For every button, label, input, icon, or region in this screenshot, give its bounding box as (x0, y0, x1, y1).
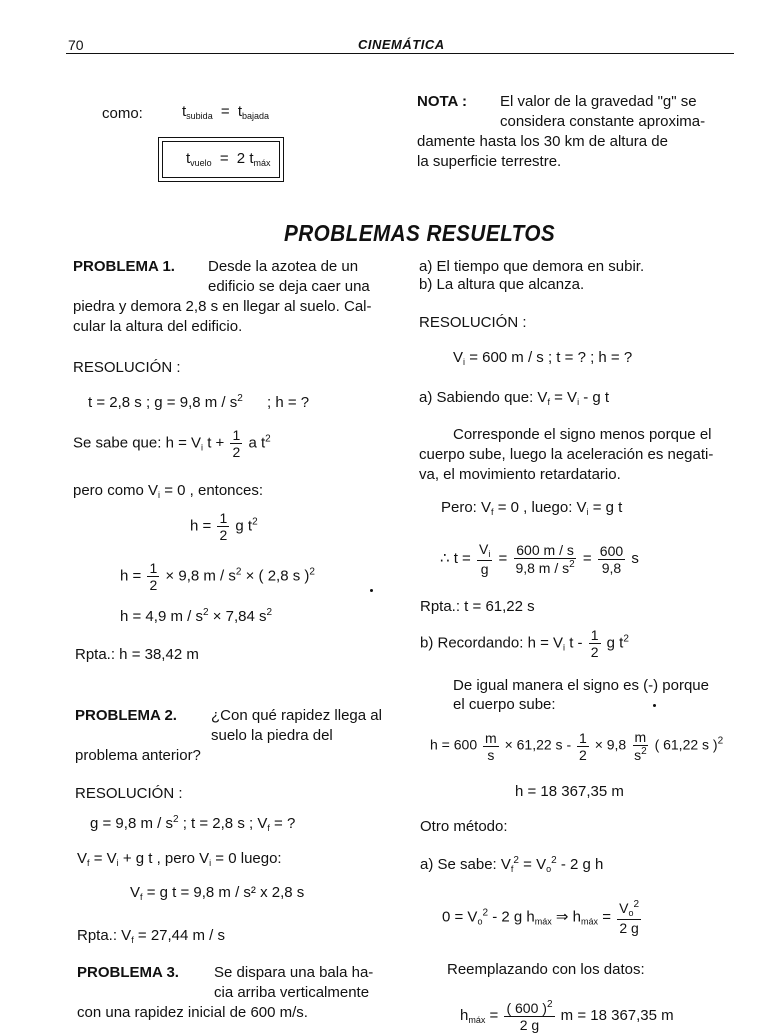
problem-1-data: t = 2,8 s ; g = 9,8 m / $s^2$ ; h = ? (88, 393, 310, 411)
problem-1-substitution: h = $\frac{1}{2}$ × 9,8 m / $s^2$ × ( 2,8 s )$^2$ (120, 560, 315, 593)
problem-1-condition: pero como $V_i = 0$ , entonces: (73, 482, 264, 500)
chapter-title: CINEMÁTICA (358, 37, 445, 52)
alt-method-hmax: $0 = V_o^2 - 2$ g $h_{máx}$ ⇒ $h_{máx}$ = $\frac{V_o^2}{2 g}$ (442, 899, 640, 936)
t-subida-equation: $t_{subida} = t_{bajada}$ (182, 103, 270, 121)
problem-1-line-1: Desde la azotea de un (208, 258, 359, 275)
reemplazando-label: Reemplazando con los datos: (447, 961, 645, 978)
nota-line-3: damente hasta los 30 km de altura de (417, 133, 668, 150)
part-a-condition: Pero: $V_f = 0$ , luego: $V_i = g$ t (441, 499, 623, 517)
nota-line-4: la superficie terrestre. (417, 153, 562, 170)
part-a-formula: a) Sabiendo que: $V_f = V_i - g$ t (419, 389, 610, 407)
part-a-answer: Rpta.: t = 61,22 s (420, 598, 535, 615)
problem-2-formula: $V_f = V_i + g$ t , pero $V_i = 0$ luego: (77, 850, 282, 868)
problem-3-line-2: cia arriba verticalmente (214, 984, 370, 1001)
problem-2-line-3: problema anterior? (75, 747, 201, 764)
t-vuelo-equation: $t_{vuelo} = 2$ $t_{máx}$ (186, 150, 271, 168)
question-b: b) La altura que alcanza. (419, 276, 585, 293)
explanation-line-2: cuerpo sube, luego la aceleración es negati- (419, 446, 714, 463)
problem-2-line-1: ¿Con qué rapidez llega al (211, 707, 382, 724)
header-rule (66, 53, 734, 54)
stray-dot-right (653, 704, 656, 707)
problem-1-label: PROBLEMA 1. (73, 258, 175, 275)
explanation-line-4: De igual manera el signo es (-) porque (453, 677, 709, 694)
problem-1-answer: Rpta.: h = 38,42 m (75, 646, 199, 663)
problem-2-answer: Rpta.: $V_f = 27,44$ m / s (77, 927, 226, 945)
nota-label: NOTA : (417, 93, 467, 110)
problem-3-label: PROBLEMA 3. (77, 964, 179, 981)
page-number: 70 (68, 37, 84, 53)
problem-1-h-formula: h = $\frac{1}{2}$ g $t^2$ (190, 510, 258, 543)
problem-1-formula: Se sabe que: $h = V_i$ t + $\frac{1}{2}$ a $t^2$ (73, 427, 271, 460)
resolucion-3-label: RESOLUCIÓN : (419, 314, 527, 331)
problem-1-result-line: h = 4,9 $m / s^2 \times 7,84$ $s^2$ (120, 607, 273, 625)
nota-line-1: El valor de la gravedad "g" se (500, 93, 697, 110)
resolucion-2-label: RESOLUCIÓN : (75, 785, 183, 802)
como-label: como: (102, 105, 143, 122)
explanation-line-1: Corresponde el signo menos porque el (453, 426, 712, 443)
alt-method-formula: a) Se sabe: $V_f^2 = V_o^2 - 2$ g h (420, 855, 604, 874)
problem-1-line-2: edificio se deja caer una (208, 278, 370, 295)
resolucion-1-label: RESOLUCIÓN : (73, 359, 181, 376)
part-b-result: h = 18 367,35 m (515, 783, 624, 800)
section-title: PROBLEMAS RESUELTOS (284, 220, 556, 246)
explanation-line-5: el cuerpo sube: (453, 696, 556, 713)
explanation-line-3: va, el movimiento retardatario. (419, 466, 621, 483)
problem-1-line-4: cular la altura del edificio. (73, 318, 243, 335)
part-a-calculation: ∴ t = $\frac{V_i}{g}$ = $\frac{600 m / s}{9,8 m / s^2}$ = $\frac{600}{9,8}$ s (440, 541, 639, 577)
problem-2-line-2: suelo la piedra del (211, 727, 333, 744)
problem-3-line-3: con una rapidez inicial de 600 m/s. (77, 1004, 308, 1021)
part-b-formula: b) Recordando: $h = V_i$ t - $\frac{1}{2}$ g $t^2$ (420, 627, 629, 660)
problem-3-data: $V_i = 600$ m / s ; t = ? ; h = ? (453, 349, 633, 367)
problem-2-label: PROBLEMA 2. (75, 707, 177, 724)
alt-method-final: $h_{máx}$ = $\frac{( 600 )^2}{2 g}$ m = 18 367,35 m (460, 999, 674, 1033)
problem-2-calculation: $V_f = g$ t = 9,8 m / s² x 2,8 s (130, 884, 305, 902)
nota-line-2: considera constante aproxima- (500, 113, 706, 130)
problem-2-data: g = 9,8 m / $s^2$ ; t = 2,8 s ; $V_f$ = ? (90, 814, 296, 833)
part-b-substitution: h = 600 $\frac{m}{s}$ × 61,22 s - $\frac{1}{2}$ × 9,8 $\frac{m}{s^2}$ ( 61,22 s )$^2$ (430, 729, 724, 763)
stray-dot (370, 589, 373, 592)
otro-metodo-label: Otro método: (420, 818, 508, 835)
problem-3-line-1: Se dispara una bala ha- (214, 964, 374, 981)
problem-1-line-3: piedra y demora 2,8 s en llegar al suelo. Cal- (73, 298, 372, 315)
question-a: a) El tiempo que demora en subir. (419, 258, 645, 275)
